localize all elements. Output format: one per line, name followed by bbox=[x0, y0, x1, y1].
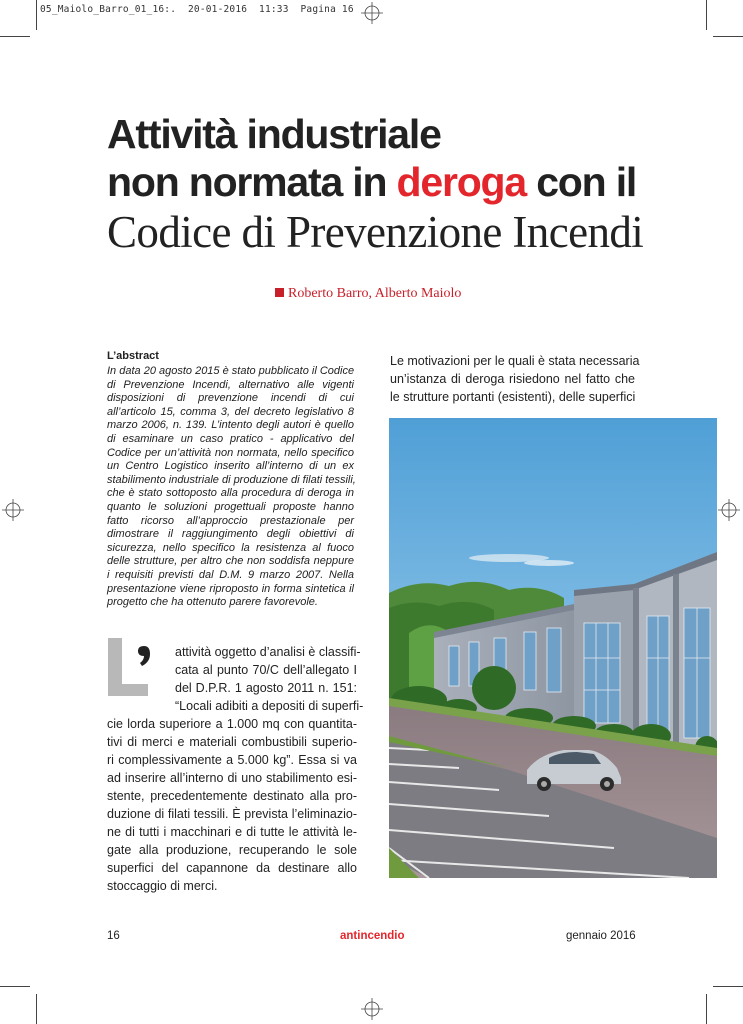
warehouse-rendering-image bbox=[389, 418, 717, 878]
abstract-line: stabilimento industriale di produzione di filati tessili, bbox=[107, 473, 356, 486]
title-line-3: Codice di Prevenzione Incendi bbox=[107, 207, 644, 257]
abstract-line: un Centro Logistico inserito all’interno di un ex bbox=[107, 460, 354, 473]
article-authors bbox=[275, 286, 461, 302]
slug-file: 05_Maiolo_Barro_01_16:. bbox=[40, 4, 177, 15]
title-line-2 bbox=[107, 158, 727, 206]
abstract-heading: L’abstract bbox=[107, 350, 159, 362]
body-line: superfici del capannone da destinare allo bbox=[107, 861, 357, 875]
print-slug bbox=[40, 4, 354, 15]
article-title bbox=[107, 110, 727, 258]
warehouse-rendering-photo bbox=[389, 418, 717, 878]
slug-time: 11:33 bbox=[259, 4, 289, 15]
body-line: stente, precedentemente destinato alla pro- bbox=[107, 789, 357, 803]
title-line-2-end: con il bbox=[526, 159, 637, 205]
crop-mark bbox=[706, 0, 707, 30]
abstract-line: progetto che ha ottenuto parere favorevole. bbox=[107, 596, 318, 609]
body-line: ad inserire all’interno di uno stabilimento esi- bbox=[107, 771, 357, 785]
abstract-line: fatto ricorso all’approccio prestazionale per bbox=[107, 514, 354, 527]
crop-mark bbox=[0, 36, 30, 37]
body-line: stoccaggio di merci. bbox=[107, 879, 218, 893]
registration-mark-icon bbox=[361, 2, 383, 24]
abstract-line: In data 20 agosto 2015 è stato pubblicato il Codice bbox=[107, 365, 355, 377]
authors-names: Roberto Barro, Alberto Maiolo bbox=[288, 286, 462, 301]
title-line-2-start: non normata in bbox=[107, 159, 397, 205]
body-line: gate alla produzione, recuperando le sole bbox=[107, 843, 357, 857]
body-line: ne di tutti i macchinari e di tutte le attività le- bbox=[107, 825, 357, 839]
abstract-line: di Prevenzione Incendi, alternativo alle vigenti bbox=[107, 378, 354, 391]
crop-mark bbox=[713, 986, 743, 987]
crop-mark bbox=[713, 36, 743, 37]
body-line: cata al punto 70/C dell’allegato I bbox=[175, 663, 357, 677]
body-line: “Locali adibiti a depositi di superfi- bbox=[175, 699, 364, 713]
crop-mark bbox=[0, 986, 30, 987]
abstract-line: delle strutture, per altro che non soddisfa neppure bbox=[107, 555, 354, 568]
right-column-line: le strutture portanti (esistenti), delle superfici bbox=[390, 390, 636, 404]
magazine-name: antincendio bbox=[340, 930, 405, 942]
body-line: duzione di filati tessili. È prevista l’eliminazio- bbox=[107, 807, 357, 821]
registration-mark-icon bbox=[718, 499, 740, 521]
crop-mark bbox=[706, 994, 707, 1024]
body-line: del D.P.R. 1 agosto 2011 n. 151: bbox=[175, 681, 357, 695]
right-column-text bbox=[390, 352, 640, 406]
abstract-line: di esaminare un caso pratico - applicativo del bbox=[107, 432, 354, 445]
abstract-line: dimostrare il raggiungimento degli obiettivi di bbox=[107, 528, 354, 541]
square-bullet-icon bbox=[275, 288, 284, 297]
body-line: tivi di merci e materiali combustibili superio- bbox=[107, 735, 357, 749]
abstract-line: disposizioni di prevenzione incendi di cui bbox=[107, 392, 354, 405]
right-column-line: un’istanza di deroga risiedono nel fatto che bbox=[390, 372, 635, 386]
abstract-line: che è stato sottoposto alla procedura di deroga in bbox=[107, 487, 354, 500]
slug-page: Pagina 16 bbox=[300, 4, 354, 15]
abstract-line: quanto le soluzioni progettuali proposte hanno bbox=[107, 500, 354, 513]
title-highlight-deroga: deroga bbox=[396, 159, 527, 205]
body-line: ri complessivamente a 5.000 kg”. Essa si va bbox=[107, 753, 357, 767]
abstract-line: all’articolo 15, comma 3, del decreto legislativo 8 bbox=[107, 405, 354, 418]
registration-mark-icon bbox=[2, 499, 24, 521]
slug-date: 20-01-2016 bbox=[188, 4, 248, 15]
title-line-1: Attività industriale bbox=[107, 111, 441, 157]
right-column-line: Le motivazioni per le quali è stata necessaria bbox=[390, 354, 640, 368]
body-line: attività oggetto d’analisi è classifi- bbox=[175, 645, 361, 659]
abstract-text bbox=[107, 365, 354, 610]
issue-date: gennaio 2016 bbox=[566, 930, 636, 942]
abstract-line: sicurezza, nello specifico la resistenza al fuoco bbox=[107, 541, 354, 554]
abstract-line: Codice per un’attività non normata, nello specifico bbox=[107, 446, 354, 459]
page-number: 16 bbox=[107, 930, 120, 942]
registration-mark-icon bbox=[361, 998, 383, 1020]
body-line: cie lorda superiore a 1.000 mq con quantita- bbox=[107, 717, 357, 731]
abstract-line: i requisiti previsti dal D.M. 9 marzo 2007. Nella bbox=[107, 568, 354, 581]
abstract-line: marzo 2006, n. 139. L’intento degli autori è quello bbox=[107, 419, 354, 432]
crop-mark bbox=[36, 994, 37, 1024]
crop-mark bbox=[36, 0, 37, 30]
abstract-line: presentazione viene riproposto in forma sintetica il bbox=[107, 582, 354, 595]
article-body-text bbox=[107, 643, 364, 895]
